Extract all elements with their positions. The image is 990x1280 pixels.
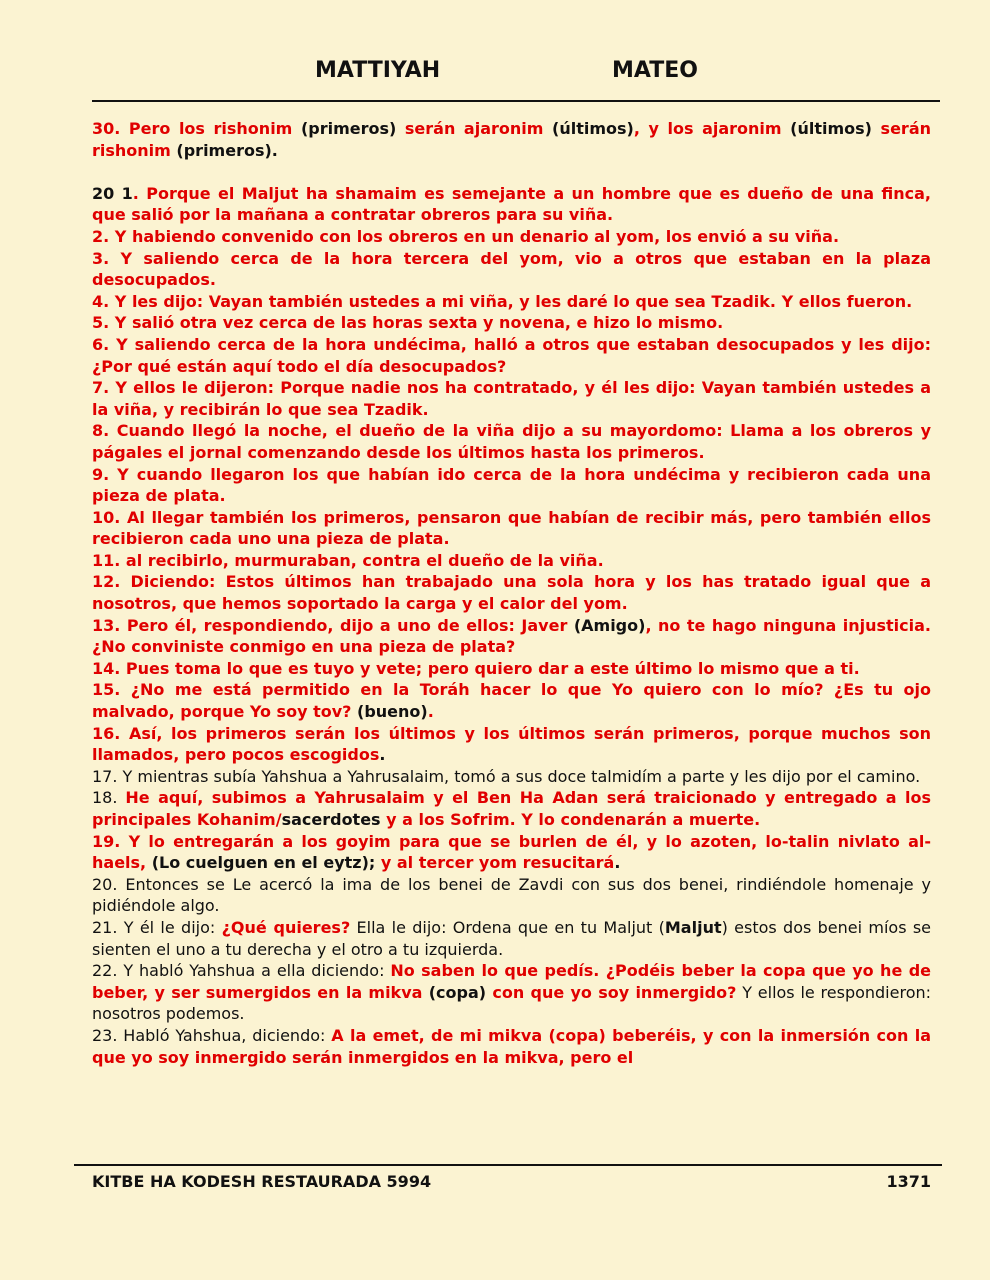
- verse-segment: (últimos): [552, 119, 634, 138]
- verse-segment: Ella le dijo: Ordena que en tu Maljut (: [350, 917, 665, 937]
- verse: [92, 550, 931, 572]
- verse-segment: ) estos dos benei míos se sienten el uno a tu derecha y el otro a tu izquierda.: [92, 917, 932, 959]
- verse-segment: (Amigo): [573, 615, 646, 635]
- verse-segment: 23. Habló Yahshua, diciendo:: [92, 1025, 332, 1045]
- verse: [92, 615, 931, 658]
- verse-segment: y al tercer yom resucitará: [375, 853, 615, 873]
- verse: [92, 1025, 931, 1068]
- verse-segment: No saben lo que pedís. ¿Podéis beber la copa que yo he de beber, y ser sumergidos en la mikva: [92, 961, 931, 1002]
- verse-segment: 4. Y les dijo: Vayan también ustedes a mi viña, y les daré lo que sea Tzadik. Y ellos fueron.: [92, 291, 913, 311]
- verse-segment: 12. Diciendo: Estos últimos han trabajado una sola hora y los has tratado igual que a nosotros, que hemos soportado la carga y el calor del yom.: [92, 572, 931, 614]
- verse-segment: sacerdotes: [281, 810, 381, 829]
- verse-segment: .: [379, 745, 386, 765]
- verse-segment: 13. Pero él, respondiendo, dijo a uno de ellos: Javer: [92, 615, 574, 635]
- verse-segment: (Lo cuelguen en el eytz);: [151, 853, 376, 873]
- verse-segment: con que yo soy inmergido?: [486, 982, 737, 1002]
- verse: [92, 679, 931, 722]
- verse: [92, 226, 931, 248]
- scripture-text: [92, 118, 931, 1068]
- verse-segment: Maljut: [664, 917, 722, 937]
- verse-segment: (copa): [428, 982, 487, 1002]
- verse-segment: y a los Sofrim. Y lo condenarán a muerte.: [380, 810, 761, 829]
- verse: [92, 377, 931, 420]
- verse-segment: 5. Y salió otra vez cerca de las horas sexta y novena, e hizo lo mismo.: [92, 313, 724, 333]
- verse-segment: ¿Qué quieres?: [221, 917, 351, 937]
- verse: [92, 334, 931, 377]
- verse-segment: , no te hago ninguna injusticia. ¿No conviniste conmigo en una pieza de plata?: [92, 615, 932, 657]
- footer-divider: [74, 1164, 942, 1166]
- verse-segment: 17. Y mientras subía Yahshua a Yahrusalaim, tomó a sus doce talmidím a parte y les dijo por el camino.: [92, 766, 921, 786]
- verse: [92, 917, 931, 960]
- verse-segment: . Porque el Maljut ha shamaim es semejante a un hombre que es dueño de una finca, que salió por la mañana a contratar obreros para su viña.: [92, 183, 931, 225]
- verse: [92, 874, 931, 917]
- verse-segment: 11. al recibirlo, murmuraban, contra el dueño de la viña.: [92, 550, 604, 570]
- verse-segment: 20 1: [92, 183, 133, 203]
- verse-segment: 3. Y saliendo cerca de la hora tercera del yom, vio a otros que estaban en la plaza desocupados.: [92, 248, 931, 290]
- verse-segment: 15. ¿No me está permitido en la Toráh hacer lo que Yo quiero con lo mío? ¿Es tu ojo malvado, porque Yo soy tov?: [92, 680, 931, 722]
- header-book-spanish: MATEO: [612, 58, 698, 83]
- verse-segment: 2. Y habiendo convenido con los obreros en un denario al yom, los envió a su viña.: [92, 226, 840, 246]
- verse-segment: He aquí, subimos a Yahrusalaim y el Ben Ha Adan será traicionado y entregado a los principales Kohanim/: [92, 788, 932, 829]
- verse: [92, 183, 931, 226]
- verse: [92, 248, 931, 291]
- verse-segment: (primeros).: [176, 140, 278, 160]
- verse-segment: .: [614, 853, 621, 873]
- verse-segment: 16. Así, los primeros serán los últimos y los últimos serán primeros, porque muchos son llamados, pero pocos escogidos: [92, 723, 931, 765]
- verse-segment: 22. Y habló Yahshua a ella diciendo:: [92, 961, 391, 981]
- page-header: [0, 58, 990, 90]
- verse-segment: (primeros): [300, 119, 397, 138]
- verse: [92, 658, 931, 680]
- header-divider: [92, 100, 940, 102]
- footer-title: KITBE HA KODESH RESTAURADA 5994: [92, 1172, 432, 1191]
- verse: [92, 723, 931, 766]
- verse: [92, 766, 931, 788]
- verse-segment: 8. Cuando llegó la noche, el dueño de la viña dijo a su mayordomo: Llama a los obreros y págales el jornal comenzando desde los últimos hasta los primeros.: [92, 421, 931, 462]
- verse-segment: 20. Entonces se Le acercó la ima de los benei de Zavdi con sus dos benei, rindiéndole homenaje y pidiéndole algo.: [92, 874, 931, 916]
- header-book-hebrew: MATTIYAH: [315, 58, 441, 83]
- verse-segment: (bueno): [357, 702, 428, 722]
- verse: [92, 291, 931, 313]
- verse-segment: 10. Al llegar también los primeros, pensaron que habían de recibir más, pero también ellos recibieron cada uno una pieza de plata.: [92, 507, 931, 549]
- verse-segment: 21. Y él le dijo:: [92, 917, 222, 937]
- verse: [92, 960, 931, 1025]
- verse-segment: 30. Pero los rishonim: [92, 119, 301, 138]
- verse: [92, 312, 931, 334]
- verse-segment: .: [427, 702, 434, 722]
- verse: [92, 464, 931, 507]
- verse-segment: serán ajaronim: [396, 119, 553, 138]
- verse: [92, 571, 931, 614]
- verse-segment: Y ellos le respondieron: nosotros podemos.: [92, 982, 932, 1024]
- verse-segment: 18.: [92, 788, 126, 808]
- verse: [92, 831, 931, 874]
- verse-segment: 19. Y lo entregarán a los goyim para que se burlen de él, y lo azoten, lo-talin nivlato al-haels,: [92, 831, 931, 873]
- verse-segment: A la emet, de mi mikva (copa) beberéis, y con la inmersión con la que yo soy inmergido serán inmergidos en la mikva, pero el: [92, 1025, 932, 1067]
- verse: [92, 420, 931, 463]
- verse-segment: 14. Pues toma lo que es tuyo y vete; pero quiero dar a este último lo mismo que a ti.: [92, 658, 860, 678]
- page-number: 1371: [886, 1172, 931, 1191]
- verse: [92, 787, 931, 830]
- verse: [92, 507, 931, 550]
- verse-segment: serán rishonim: [92, 119, 932, 160]
- verse: [92, 118, 931, 161]
- verse-segment: , y los ajaronim: [633, 119, 791, 138]
- verse-segment: 9. Y cuando llegaron los que habían ido cerca de la hora undécima y recibieron cada una pieza de plata.: [92, 464, 931, 506]
- verse-segment: 6. Y saliendo cerca de la hora undécima, halló a otros que estaban desocupados y les dijo: ¿Por qué están aquí todo el día desocupados?: [92, 334, 931, 376]
- verse-segment: 7. Y ellos le dijeron: Porque nadie nos ha contratado, y él les dijo: Vayan también ustedes a la viña, y recibirán lo que sea Tzadik.: [92, 378, 931, 419]
- verse-segment: (últimos): [790, 119, 872, 138]
